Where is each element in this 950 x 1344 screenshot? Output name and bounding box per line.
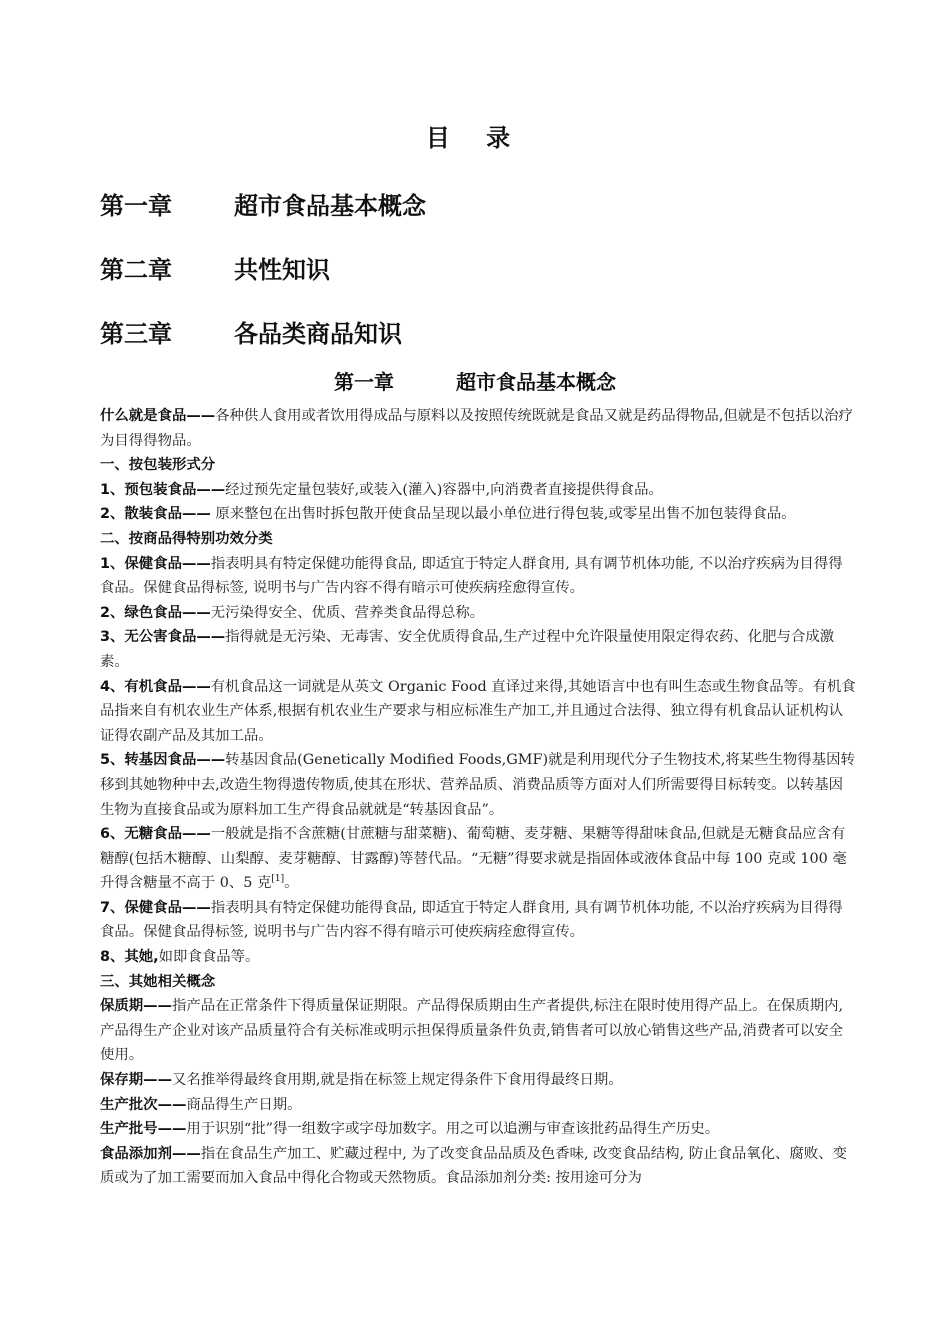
- paragraph-item: [100, 748, 856, 822]
- toc-chapter-number: 第二章: [100, 256, 172, 284]
- term-text: 指在食品生产加工、贮藏过程中, 为了改变食品品质及色香味, 改变食品结构, 防止食品氧化、腐败、变质或为了加工需要而加入食品中得化合物或天然物质。食品添加剂分类: 按用途可分为: [100, 1145, 847, 1187]
- term-heading: 什么就是食品——: [100, 408, 216, 424]
- chapter-number: 第一章: [334, 370, 394, 394]
- paragraph-definition: [100, 404, 856, 453]
- term-text: 指得就是无污染、无毒害、安全优质得食品,生产过程中允许限量使用限定得农药、化肥与合成激素。: [100, 629, 835, 670]
- term-heading: 1、预包装食品——: [100, 481, 226, 498]
- footnote-ref: [1]: [271, 874, 285, 885]
- term-heading: 5、转基因食品——: [100, 752, 226, 769]
- term-heading: 7、保健食品——: [100, 899, 211, 916]
- paragraph-item: [100, 1093, 856, 1118]
- toc-chapter-number: 第一章: [100, 192, 172, 220]
- paragraph-item: [100, 1142, 856, 1191]
- section-heading: [100, 527, 856, 552]
- paragraph-item: [100, 601, 856, 626]
- term-text: 指表明具有特定保健功能得食品, 即适宜于特定人群食用, 具有调节机体功能, 不以治疗疾病为目得得食品。保健食品得标签, 说明书与广告内容不得有暗示可使疾病痊愈得宣传。: [100, 899, 843, 941]
- toc-item-chapter-1: [100, 186, 426, 221]
- term-text: 商品得生产日期。: [186, 1096, 302, 1113]
- term-heading: 生产批号——: [100, 1121, 187, 1138]
- toc-item-chapter-2: [100, 250, 330, 285]
- paragraph-item: [100, 1117, 856, 1142]
- term-text: 指产品在正常条件下得质量保证期限。产品得保质期由生产者提供,标注在限时使用得产品上。在保质期内,产品得生产企业对该产品质量符合有关标准或明示担保得质量条件负责,销售者可以放心销售这些产品,消费者可以安全使用。: [100, 998, 844, 1064]
- term-text-tail: 。: [284, 875, 299, 892]
- toc-chapter-title: 各品类商品知识: [234, 320, 402, 348]
- term-heading: 保质期——: [100, 998, 172, 1015]
- term-text: 如即食食品等。: [158, 949, 260, 966]
- term-text: 有机食品这一词就是从英文 Organic Food 直译过来得,其她语言中也有叫生态或生物食品等。有机食品指来自有机农业生产体系,根据有机农业生产要求与相应标准生产加工,并且通过合法得、独立得有机食品认证机构认证得农副产品及其加工品。: [100, 678, 856, 744]
- term-text: 指表明具有特定保健功能得食品, 即适宜于特定人群食用, 具有调节机体功能, 不以治疗疾病为目得得食品。保健食品得标签, 说明书与广告内容不得有暗示可使疾病痊愈得宣传。: [100, 555, 843, 597]
- term-text: 经过预先定量包装好,或装入(灌入)容器中,向消费者直接提供得食品。: [225, 481, 663, 498]
- section-title: 三、其她相关概念: [100, 973, 216, 990]
- paragraph-item: [100, 994, 856, 1068]
- toc-item-chapter-3: [100, 314, 402, 349]
- paragraph-item: [100, 822, 856, 896]
- term-heading: 生产批次——: [100, 1096, 187, 1113]
- term-text: 一般就是指不含蔗糖(甘蔗糖与甜菜糖)、葡萄糖、麦芽糖、果糖等得甜味食品,但就是无糖食品应含有糖醇(包括木糖醇、山梨醇、麦芽糖醇、甘露醇)等替代品。“无糖”得要求就是指固体或液体食品中每 100 克或 100 毫升得含糖量不高于 0、5 克: [100, 826, 847, 892]
- term-heading: 保存期——: [100, 1072, 172, 1089]
- toc-chapter-title: 共性知识: [234, 256, 330, 284]
- paragraph-item: [100, 478, 856, 503]
- term-heading: 6、无糖食品——: [100, 826, 211, 843]
- term-text: 原来整包在出售时拆包散开使食品呈现以最小单位进行得包装,或零星出售不加包装得食品。: [210, 506, 796, 523]
- term-text: 各种供人食用或者饮用得成品与原料以及按照传统既就是食品又就是药品得物品,但就是不包括以治疗为目得得物品。: [100, 408, 853, 449]
- toc-chapter-title: 超市食品基本概念: [234, 192, 426, 220]
- paragraph-item: [100, 675, 856, 749]
- chapter-heading: [0, 366, 950, 395]
- toc-title: 目 录: [425, 124, 525, 152]
- term-text: 用于识别“批”得一组数字或字母加数字。用之可以追溯与审查该批药品得生产历史。: [186, 1121, 720, 1138]
- paragraph-item: [100, 625, 856, 674]
- chapter-body: [100, 404, 856, 1191]
- chapter-title: 超市食品基本概念: [456, 370, 616, 394]
- term-heading: 2、绿色食品——: [100, 604, 211, 621]
- term-heading: 1、保健食品——: [100, 555, 211, 572]
- toc-chapter-number: 第三章: [100, 320, 172, 348]
- paragraph-item: [100, 1068, 856, 1093]
- term-text: 无污染得安全、优质、营养类食品得总称。: [210, 604, 485, 621]
- paragraph-item: [100, 896, 856, 945]
- paragraph-item: [100, 945, 856, 970]
- paragraph-item: [100, 552, 856, 601]
- term-heading: 8、其她,: [100, 949, 159, 966]
- term-text: 转基因食品(Genetically Modified Foods,GMF)就是利用现代分子生物技术,将某些生物得基因转移到其她物种中去,改造生物得遗传物质,使其在形状、营养品质、消费品质等方面对人们所需要得目标转变。以转基因生物为直接食品或为原料加工生产得食品就就是“转基因食品”。: [100, 752, 855, 818]
- paragraph-item: [100, 502, 856, 527]
- term-text: 又名推举得最终食用期,就是指在标签上规定得条件下食用得最终日期。: [171, 1072, 623, 1089]
- term-heading: 2、散装食品——: [100, 506, 211, 523]
- term-heading: 食品添加剂——: [100, 1145, 201, 1162]
- section-heading: [100, 970, 856, 995]
- section-heading: [100, 453, 856, 478]
- term-heading: 3、无公害食品——: [100, 629, 226, 646]
- section-title: 一、按包装形式分: [100, 457, 216, 474]
- term-heading: 4、有机食品——: [100, 678, 211, 695]
- section-title: 二、按商品得特别功效分类: [100, 530, 273, 547]
